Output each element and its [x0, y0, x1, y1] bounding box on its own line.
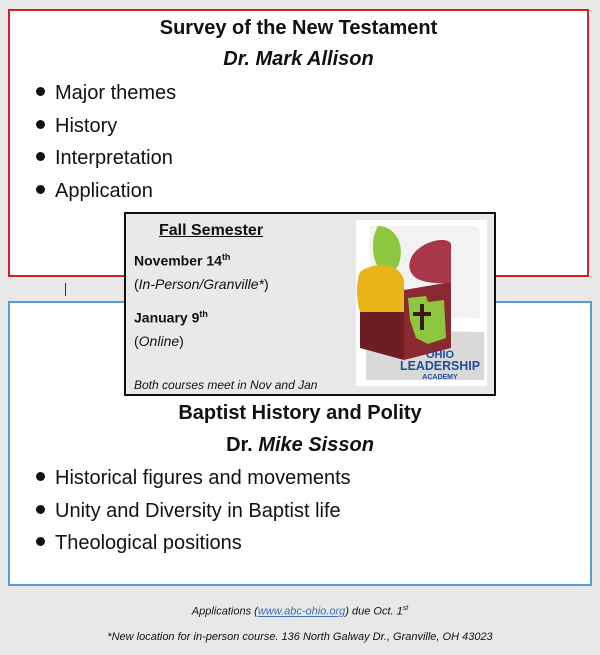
schedule-card — [124, 212, 496, 396]
location-text: In-Person/Granville* — [138, 276, 264, 292]
instructor-prefix: Dr. — [226, 434, 259, 456]
topic-text: Unity and Diversity in Baptist life — [55, 499, 341, 522]
date-text: November 14 — [134, 252, 222, 269]
bullet-icon — [36, 152, 45, 161]
logo-graphic — [356, 220, 487, 386]
text-cursor — [65, 283, 66, 296]
course-instructor — [10, 48, 587, 71]
location-text: Online — [138, 333, 180, 349]
course-title: Baptist History and Polity — [178, 402, 422, 424]
ohio-leadership-academy-logo — [356, 220, 487, 386]
date-january — [134, 309, 208, 326]
date-november — [134, 252, 230, 269]
applications-note — [0, 605, 600, 618]
date-suffix: th — [221, 252, 231, 262]
topic-list — [36, 462, 351, 560]
list-item — [36, 77, 176, 110]
applications-suffix: ) due Oct. 1 — [345, 605, 403, 618]
list-item — [36, 110, 176, 143]
location-note: *New location for in-person course. 136 North Galway Dr., Granville, OH 43023 — [107, 631, 493, 643]
topic-text: Major themes — [55, 82, 177, 104]
topic-text: Theological positions — [55, 532, 242, 554]
cross-horizontal — [413, 312, 431, 316]
bullet-icon — [36, 537, 45, 546]
location-january: (Online) — [134, 333, 184, 349]
topic-text: Historical figures and movements — [55, 467, 351, 489]
logo-text-ohio: OHIO — [425, 349, 455, 361]
instructor-name: Mike Sisson — [258, 434, 374, 456]
bullet-icon — [36, 505, 45, 514]
yellow-leaf — [357, 265, 404, 312]
list-item — [36, 495, 351, 528]
list-item — [36, 462, 351, 495]
cross-vertical — [420, 304, 424, 330]
logo-text-leadership: LEADERSHIP — [400, 358, 481, 373]
topic-text: Application — [55, 179, 153, 202]
course-title: Survey of the New Testament — [159, 17, 438, 39]
bullet-icon — [36, 87, 45, 96]
date-text: January 9 — [134, 309, 200, 326]
list-item — [36, 175, 176, 208]
applications-sup: st — [402, 605, 409, 612]
list-item — [36, 142, 176, 175]
list-item — [36, 527, 351, 560]
topic-list — [36, 77, 176, 207]
logo-text-academy: ACADEMY — [422, 374, 458, 381]
applications-prefix: Applications ( — [191, 605, 258, 618]
instructor-name: Dr. Mark Allison — [223, 48, 374, 70]
applications-link[interactable]: www.abc-ohio.org — [257, 605, 346, 618]
bullet-icon — [36, 472, 45, 481]
schedule-note: Both courses meet in Nov and Jan — [134, 378, 318, 392]
location-november: (In-Person/Granville*) — [134, 276, 269, 292]
bullet-icon — [36, 120, 45, 129]
semester-heading: Fall Semester — [159, 222, 264, 239]
bullet-icon — [36, 185, 45, 194]
date-suffix: th — [199, 309, 208, 319]
topic-text: History — [55, 114, 118, 137]
topic-text: Interpretation — [55, 147, 173, 169]
course-instructor — [10, 434, 590, 457]
